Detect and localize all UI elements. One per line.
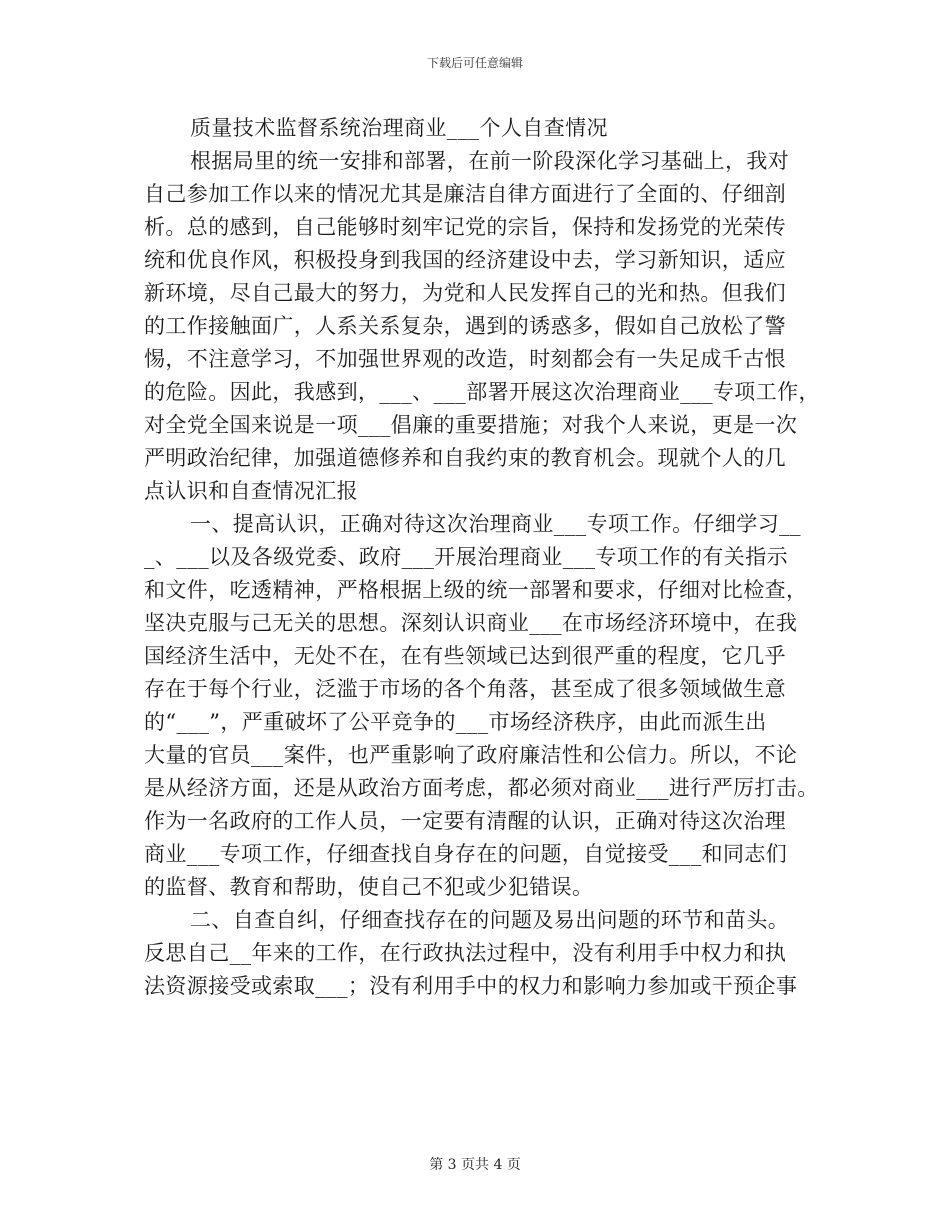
text-line: 国经济生活中，无处不在，在有些领域已达到很严重的程度，它几乎 [144,644,786,668]
text-line: 商业___专项工作，仔细查找自身存在的问题，自觉接受___和同志们 [144,842,788,866]
text-line: 自己参加工作以来的情况尤其是廉洁自律方面进行了全面的、仔细剖 [144,182,786,206]
text-line: 坚决克服与己无关的思想。深刻认识商业___在市场经济环境中，在我 [144,611,798,635]
text-line: 点认识和自查情况汇报 [144,479,358,503]
text-line: _、___以及各级党委、政府___开展治理商业___专项工作的有关指示 [144,545,788,569]
text-line: 的监督、教育和帮助，使自己不犯或少犯错误。 [144,875,594,899]
text-line: 大量的官员___案件，也严重影响了政府廉洁性和公信力。所以，不论 [144,743,798,767]
document-body [144,112,824,1003]
text-line: 根据局里的统一安排和部署，在前一阶段深化学习基础上，我对 [190,149,790,173]
text-line: 的危险。因此，我感到，___、___部署开展这次治理商业___专项工作， [144,380,820,404]
text-line: 统和优良作风，积极投身到我国的经济建设中去，学习新知识，适应 [144,248,786,272]
text-line: 作为一名政府的工作人员，一定要有清醒的认识，正确对待这次治理 [144,809,786,833]
text-line: 法资源接受或索取___；没有利用手中的权力和影响力参加或干预企事 [144,974,798,998]
text-line: 存在于每个行业，泛滥于市场的各个角落，甚至成了很多领域做生意 [144,677,786,701]
text-line: 的工作接触面广，人系关系复杂，遇到的诱惑多，假如自己放松了警 [144,314,786,338]
text-line: 惕，不注意学习，不加强世界观的改造，时刻都会有一失足成千古恨 [144,347,786,371]
text-line: 析。总的感到，自己能够时刻牢记党的宗旨，保持和发扬党的光荣传 [144,215,786,239]
text-line: 对全党全国来说是一项___倡廉的重要措施；对我个人来说，更是一次 [144,413,798,437]
text-line: 新环境，尽自己最大的努力，为党和人民发挥自己的光和热。但我们 [144,281,786,305]
text-line: 的“___”，严重破坏了公平竞争的___市场经济秩序，由此而派生出 [144,710,767,734]
text-line: 和文件，吃透精神，严格根据上级的统一部署和要求，仔细对比检查， [144,578,808,602]
text-line: 一、提高认识，正确对待这次治理商业___专项工作。仔细学习__ [190,512,801,536]
text-line: 是从经济方面，还是从政治方面考虑，都必须对商业___进行严厉打击。 [144,776,819,800]
text-line: 严明政治纪律，加强道德修养和自我约束的教育机会。现就个人的几 [144,446,786,470]
document-title: 质量技术监督系统治理商业___个人自查情况 [190,116,608,140]
text-line: 二、自查自纠，仔细查找存在的问题及易出问题的环节和苗头。 [190,908,790,932]
text-line: 反思自己__年来的工作，在行政执法过程中，没有利用手中权力和执 [144,941,787,965]
page-header: 下载后可任意编辑 [426,56,523,70]
page-footer: 第 3 页共 4 页 [429,1157,521,1173]
